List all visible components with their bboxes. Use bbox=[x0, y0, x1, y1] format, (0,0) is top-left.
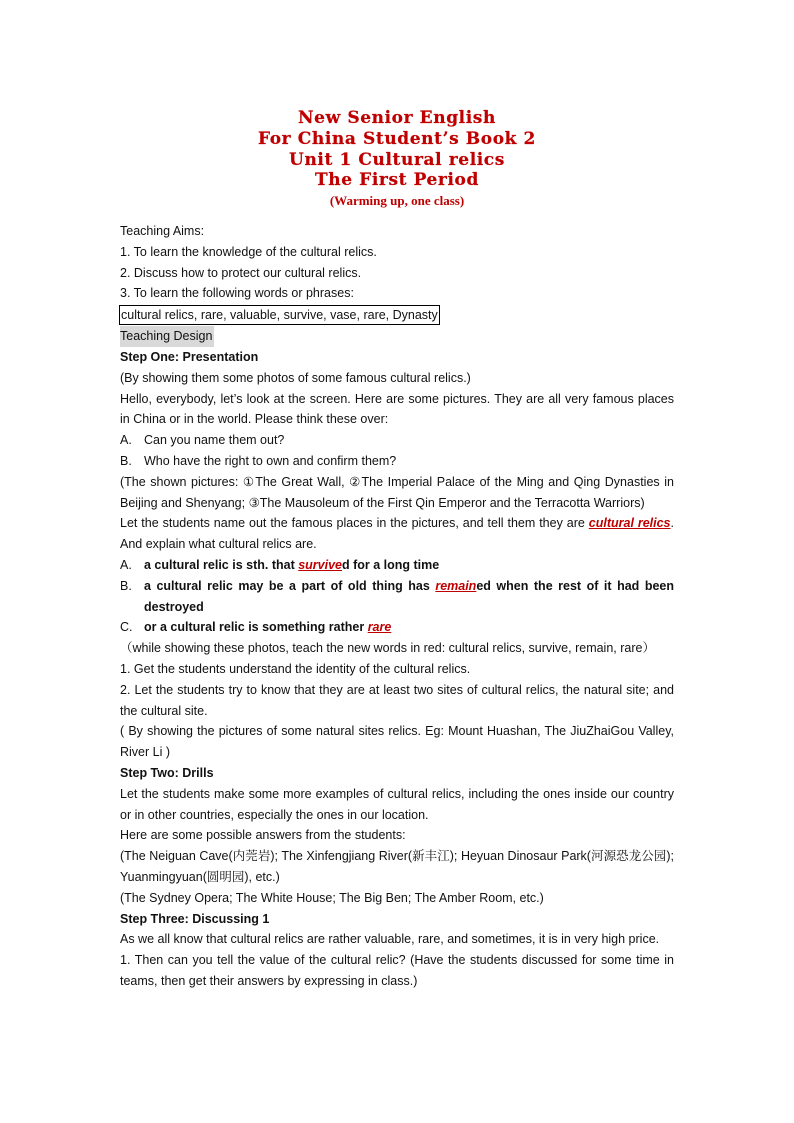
list-marker: C. bbox=[120, 620, 133, 635]
keyword-survive: survive bbox=[298, 557, 342, 572]
document-body bbox=[120, 221, 674, 992]
definition-text: or a cultural relic is something rather bbox=[144, 620, 368, 635]
design-heading: Teaching Design bbox=[120, 326, 214, 347]
definition-a bbox=[120, 555, 674, 576]
explain-paragraph bbox=[120, 513, 674, 555]
keyword-cultural-relics: cultural relics bbox=[588, 516, 671, 531]
step-one-point-3: ( By showing the pictures of some natural sites relics. Eg: Mount Huashan, The JiuZhaiGou Valley, River Li ) bbox=[120, 724, 674, 760]
title-line-4: The First Period bbox=[315, 170, 479, 191]
title-subtitle: (Warming up, one class) bbox=[329, 193, 465, 209]
step-one-intro: (By showing them some photos of some famous cultural relics.) bbox=[120, 370, 471, 385]
title-line-2: For China Student’s Book 2 bbox=[258, 128, 536, 149]
definition-text: a cultural relic is sth. that bbox=[144, 557, 299, 572]
shown-pictures: (The shown pictures: ①The Great Wall, ②The Imperial Palace of the Ming and Qing Dynasties in Beijing and Shenyang; ③The Mausoleum of the First Qin Emperor and the Terracotta Warriors) bbox=[120, 474, 674, 510]
list-marker: B. bbox=[120, 453, 132, 468]
definition-text: a cultural relic may be a part of old thing has bbox=[144, 578, 436, 593]
step-two-paragraph: Let the students make some more examples of cultural relics, including the ones inside our country or in other countries, especially the ones in our location. bbox=[120, 786, 674, 822]
step-one-paragraph: Hello, everybody, let’s look at the screen. Here are some pictures. They are all very famous places in China or in the world. Please think these over: bbox=[120, 391, 674, 427]
question-text: Can you name them out? bbox=[144, 433, 285, 448]
question-a bbox=[120, 430, 674, 451]
aim-item: 2. Discuss how to protect our cultural relics. bbox=[120, 265, 362, 280]
definition-text: ed when the rest of it had been destroyed bbox=[144, 578, 675, 614]
keyword-rare: rare bbox=[367, 620, 392, 635]
explain-text-start: Let the students name out the famous places in the pictures, and tell them they are bbox=[120, 516, 589, 531]
foreign-examples: (The Sydney Opera; The White House; The Big Ben; The Amber Room, etc.) bbox=[120, 890, 544, 905]
step-one-point-1: 1. Get the students understand the identity of the cultural relics. bbox=[120, 661, 471, 676]
step-three-heading: Step Three: Discussing 1 bbox=[120, 911, 270, 926]
local-examples: (The Neiguan Cave(内莞岩); The Xinfengjiang River(新丰江); Heyuan Dinosaur Park(河源恐龙公园); Yuanmingyuan(圆明园), etc.) bbox=[120, 849, 674, 884]
aim-item: 3. To learn the following words or phrases: bbox=[120, 286, 354, 301]
teaching-note: （while showing these photos, teach the new words in red: cultural relics, survive, remain, rare） bbox=[120, 641, 655, 656]
aim-item: 1. To learn the knowledge of the cultural relics. bbox=[120, 244, 377, 259]
keyword-remain: remain bbox=[435, 578, 477, 593]
explain-text-end: . And explain what cultural relics are. bbox=[120, 516, 674, 552]
list-marker: A. bbox=[120, 433, 132, 448]
definition-b bbox=[120, 576, 674, 618]
step-three-question-1: 1. Then can you tell the value of the cultural relic? (Have the students discussed for some time in teams, then get their answers by expressing in class.) bbox=[120, 953, 674, 988]
definition-text: d for a long time bbox=[342, 557, 440, 572]
question-b bbox=[120, 451, 674, 472]
step-three-paragraph: As we all know that cultural relics are rather valuable, rare, and sometimes, it is in very high price. bbox=[120, 932, 660, 947]
step-one-heading: Step One: Presentation bbox=[120, 349, 259, 364]
aims-heading: Teaching Aims: bbox=[120, 224, 205, 238]
document-title bbox=[0, 108, 794, 211]
list-marker: A. bbox=[120, 557, 132, 572]
vocabulary-box: cultural relics, rare, valuable, survive, vase, rare, Dynasty bbox=[119, 305, 440, 325]
list-marker: B. bbox=[120, 578, 132, 593]
answers-intro: Here are some possible answers from the students: bbox=[120, 828, 406, 843]
title-line-1: New Senior English bbox=[298, 108, 496, 128]
question-text: Who have the right to own and confirm them? bbox=[144, 453, 397, 468]
definition-c bbox=[120, 617, 674, 638]
step-two-heading: Step Two: Drills bbox=[120, 765, 214, 780]
step-one-point-2: 2. Let the students try to know that they are at least two sites of cultural relics, the natural site; and the cultural site. bbox=[120, 682, 674, 718]
title-line-3: Unit 1 Cultural relics bbox=[289, 149, 505, 170]
